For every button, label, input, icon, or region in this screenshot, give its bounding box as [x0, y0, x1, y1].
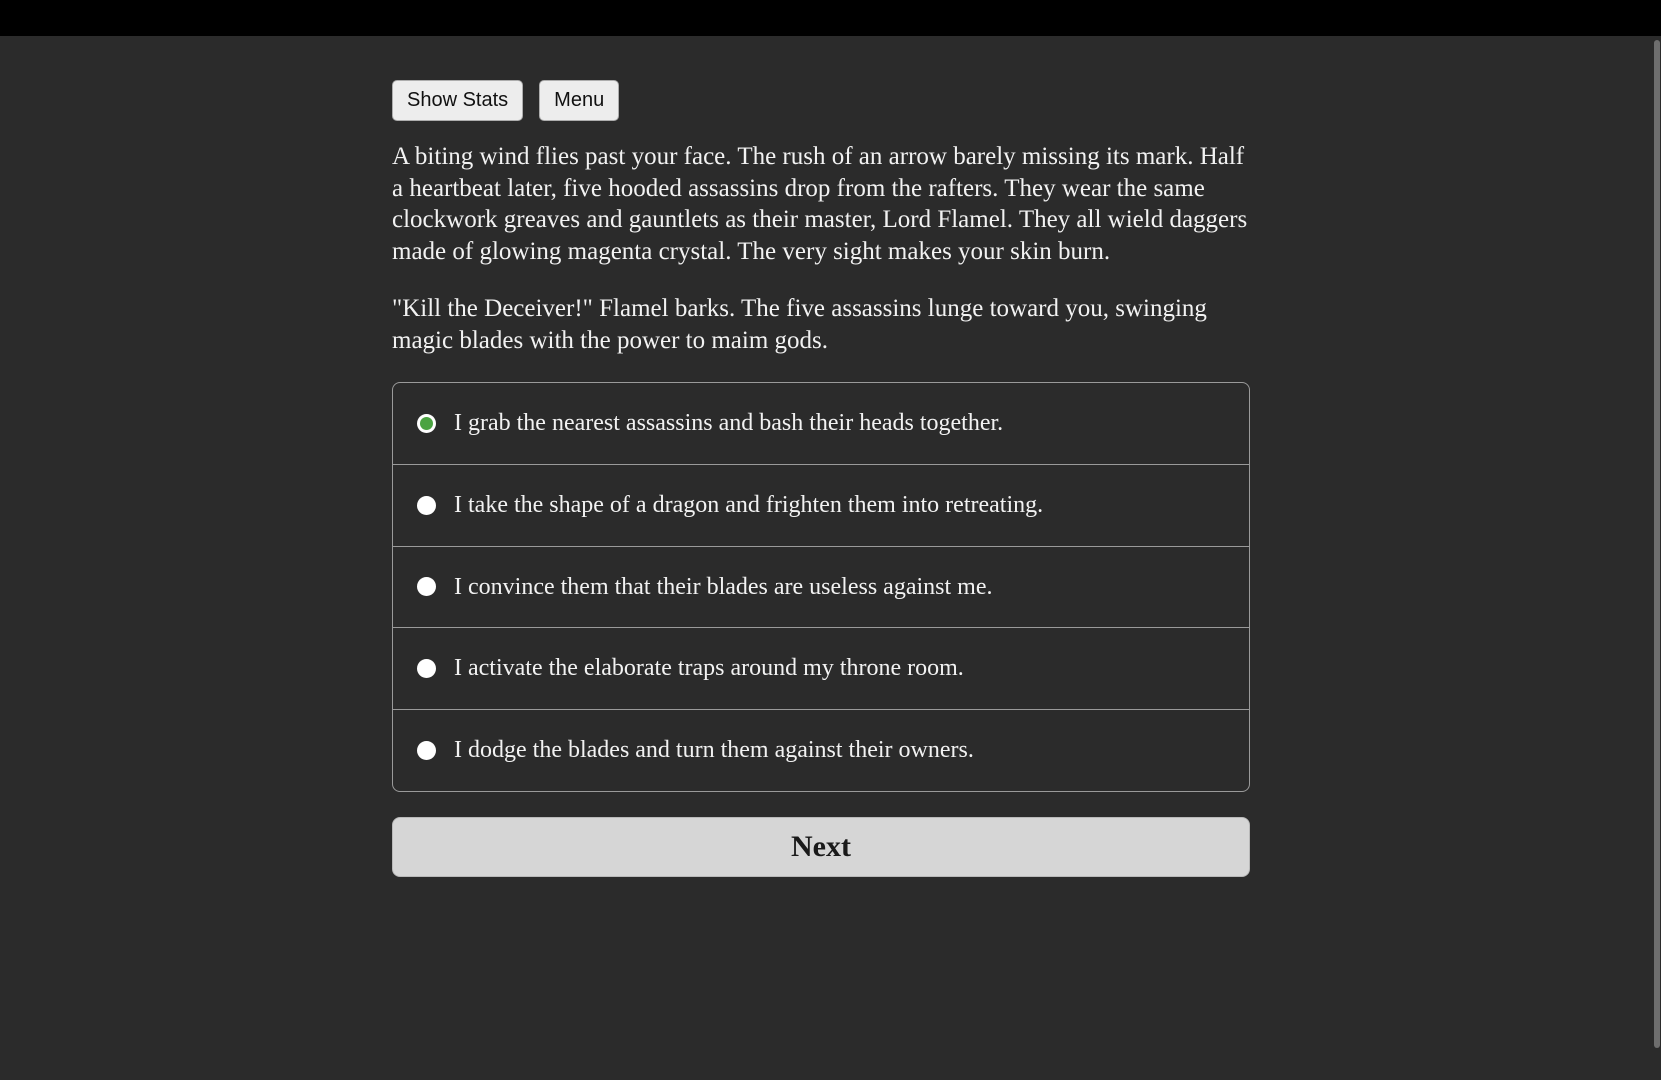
page-scrollbar[interactable] — [1653, 36, 1661, 1080]
story-paragraph-1: A biting wind flies past your face. The rush of an arrow barely missing its mark. Half a heartbeat later, five hooded assassins drop from the rafters. They wear the same clockwork greaves and gauntlets as their master, Lord Flamel. They all wield daggers made of glowing magenta crystal. The very sight makes your skin burn. — [392, 143, 1248, 265]
browser-chrome-bar — [0, 0, 1661, 36]
radio-icon[interactable] — [417, 741, 436, 760]
choice-label-5: I dodge the blades and turn them against their owners. — [454, 737, 974, 764]
story-paragraph-2: "Kill the Deceiver!" Flamel barks. The five assassins lunge toward you, swinging magic blades with the power to maim gods. — [392, 295, 1207, 354]
story-text — [392, 141, 1252, 356]
scrollbar-thumb[interactable] — [1654, 40, 1660, 1048]
show-stats-button[interactable]: Show Stats — [392, 80, 523, 121]
choice-label-4: I activate the elaborate traps around my throne room. — [454, 655, 964, 682]
choice-option-2[interactable] — [393, 465, 1249, 547]
top-button-row — [392, 80, 1252, 121]
next-button[interactable]: Next — [392, 817, 1250, 877]
choice-list — [392, 382, 1250, 792]
radio-icon[interactable] — [417, 577, 436, 596]
radio-icon-selected[interactable] — [417, 414, 436, 433]
choice-label-3: I convince them that their blades are useless against me. — [454, 573, 993, 600]
choice-option-5[interactable] — [393, 710, 1249, 791]
radio-icon[interactable] — [417, 659, 436, 678]
choice-label-1: I grab the nearest assassins and bash their heads together. — [454, 410, 1004, 436]
game-viewport — [0, 36, 1653, 1080]
choice-option-4[interactable] — [393, 628, 1249, 710]
choice-option-3[interactable] — [393, 547, 1249, 629]
choice-label-2: I take the shape of a dragon and frighten them into retreating. — [454, 491, 1044, 518]
menu-button[interactable]: Menu — [539, 80, 619, 121]
game-content — [392, 80, 1252, 877]
choice-option-1[interactable] — [393, 383, 1249, 465]
radio-icon[interactable] — [417, 496, 436, 515]
